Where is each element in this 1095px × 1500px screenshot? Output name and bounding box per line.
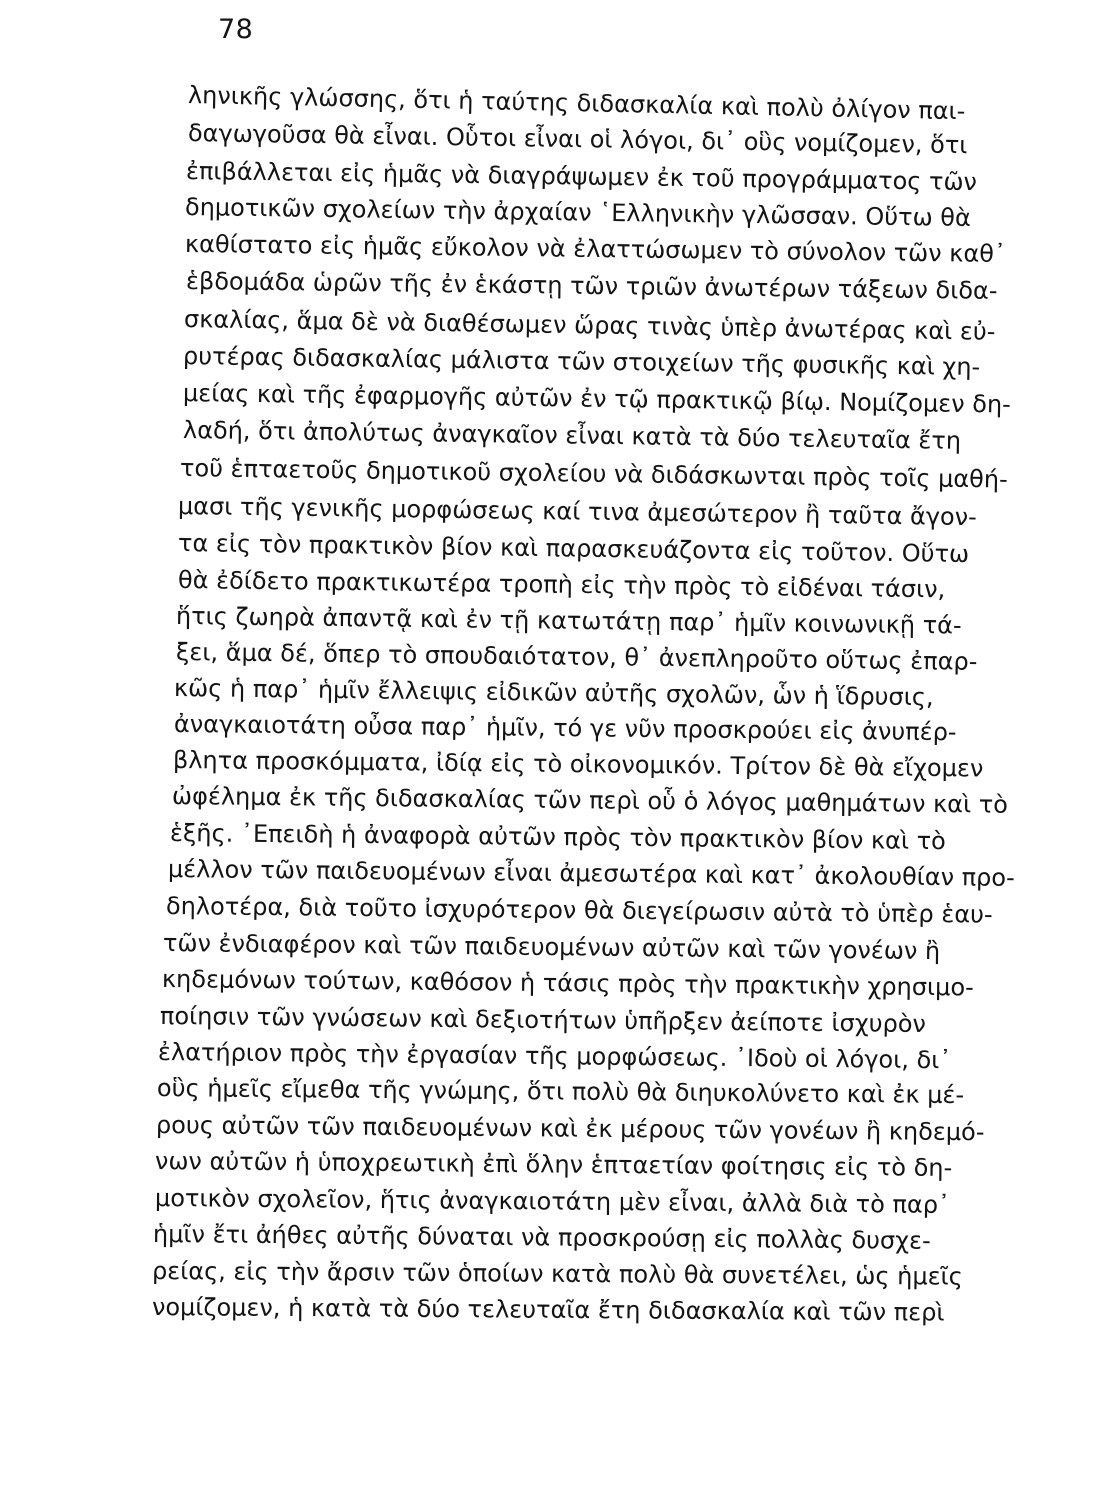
text-line: μείας καὶ τῆς ἐφαρμογῆς αὐτῶν ἐν τῷ πρακτικῷ βίῳ. Νομίζομεν δη- [182,379,1012,419]
text-line: μέλλον τῶν παιδευομένων εἶναι ἀμεσωτέρα καὶ κατ᾽ ἀκολουθίαν προ- [167,855,1015,892]
text-line: δαγωγοῦσα θὰ εἶναι. Οὗτοι εἶναι οἱ λόγοι, δι᾽ οὓς νομίζομεν, ὅτι [187,119,968,160]
text-line: νων αὐτῶν ἡ ὑποχρεωτικὴ ἐπὶ ὅλην ἑπταετίαν φοίτησις εἰς τὸ δη- [154,1147,953,1182]
text-line: ἐπιβάλλεται εἰς ἡμᾶς νὰ διαγράψωμεν ἐκ τοῦ προγράμματος τῶν [185,157,978,197]
text-line: καθίστατο εἰς ἡμᾶς εὔκολον νὰ ἐλαττώσωμεν τὸ σύνολον τῶν καθ᾽ [184,230,1007,269]
text-line: ἥτις ζωηρὰ ἀπαντᾷ καὶ ἐν τῇ κατωτάτῃ παρ᾽ ἡμῖν κοινωνικῇ τά- [175,602,962,640]
text-line: ὠφέλημα ἐκ τῆς διδασκαλίας τῶν περὶ οὗ ὁ λόγος μαθημάτων καὶ τὸ [171,782,1009,819]
text-line: μοτικὸν σχολεῖον, ἥτις ἀναγκαιοτάτη μὲν εἶναι, ἀλλὰ διὰ τὸ παρ᾽ [154,1184,951,1219]
text-line: ρείας, εἰς τὴν ἄρσιν τῶν ὁποίων κατὰ πολὺ θὰ συνετέλει, ὡς ἡμεῖς [151,1257,963,1291]
text-line: ἑξῆς. ᾿Επειδὴ ἡ ἀναφορὰ αὐτῶν πρὸς τὸν πρακτικὸν βίον καὶ τὸ [169,819,946,856]
text-line: κηδεμόνων τούτων, καθόσον ἡ τάσις πρὸς τὴν πρακτικὴν χρησιμο- [161,965,974,1002]
text-line: σκαλίας, ἅμα δὲ νὰ διαθέσωμεν ὥρας τινὰς ὑπὲρ ἀνωτέρας καὶ εὐ- [183,305,996,346]
text-line: οὓς ἡμεῖς εἴμεθα τῆς γνώμης, ὅτι πολὺ θὰ διηυκολύνετο καὶ ἐκ μέ- [156,1074,965,1110]
text-line: δημοτικῶν σχολείων τὴν ἀρχαίαν ῾Ελληνικὴν γλῶσσαν. Οὕτω θὰ [184,193,971,232]
text-line: δηλοτέρα, διὰ τοῦτο ἰσχυρότερον θὰ διεγείρωσιν αὐτὰ τὸ ὑπὲρ ἑαυ- [165,892,993,929]
text-line: τοῦ ἑπταετοῦς δημοτικοῦ σχολείου νὰ διδάσκωνται πρὸς τοῖς μαθή- [179,454,1008,494]
text-line: τῶν ἐνδιαφέρον καὶ τῶν παιδευομένων αὐτῶν καὶ τῶν γονέων ἢ [162,929,941,966]
text-line: ἑβδομάδα ὡρῶν τῆς ἐν ἑκάστῃ τῶν τριῶν ἀνωτέρων τάξεων διδα- [185,267,998,305]
text-line: μασι τῆς γενικῆς μορφώσεως καί τινα ἀμεσώτερον ἢ ταῦτα ἄγον- [177,492,977,532]
text-line: ἀναγκαιοτάτη οὖσα παρ᾽ ἡμῖν, τό γε νῦν προσκρούει εἰς ἀνυπέρ- [173,710,957,747]
text-line: βλητα προσκόμματα, ἰδίᾳ εἰς τὸ οἰκονομικόν. Τρίτον δὲ θὰ εἴχομεν [172,746,984,783]
page-number: 78 [218,14,254,45]
text-line: τα εἰς τὸν πρακτικὸν βίον καὶ παρασκευάζοντα εἰς τοῦτον. Οὕτω [177,529,970,569]
text-line: ξει, ἅμα δέ, ὅπερ τὸ σπουδαιότατον, θ᾽ ἀνεπληροῦτο οὕτως ἐπαρ- [175,638,978,676]
text-line: θὰ ἐδίδετο πρακτικωτέρα τροπὴ εἰς τὴν πρὸς τὸ εἰδέναι τάσιν, [177,566,946,604]
text-line: νομίζομεν, ἡ κατὰ τὰ δύο τελευταῖα ἔτη διδασκαλία καὶ τῶν περὶ [151,1293,945,1327]
text-line: ἐλατήριον πρὸς τὴν ἐργασίαν τῆς μορφώσεως. ᾿Ιδοὺ οἱ λόγοι, δι᾽ [157,1038,952,1075]
text-line: ληνικῆς γλώσσης, ὅτι ἡ ταύτης διδασκαλία καὶ πολὺ ὀλίγον παι- [187,81,966,126]
text-line: ἡμῖν ἔτι ἀήθες αὐτῆς δύναται νὰ προσκρούσῃ εἰς πολλὰς δυσχε- [152,1220,931,1255]
text-line: ποίησιν τῶν γνώσεων καὶ δεξιοτήτων ὑπῆρξεν ἀείποτε ἰσχυρὸν [159,1002,927,1039]
text-line: λαδή, ὅτι ἀπολύτως ἀναγκαῖον εἶναι κατὰ τὰ δύο τελευταῖα ἔτη [182,416,962,455]
text-line: ρυτέρας διδασκαλίας μάλιστα τῶν στοιχείων τῆς φυσικῆς καὶ χη- [182,342,981,382]
text-line: ρους αὐτῶν τῶν παιδευομένων καὶ ἐκ μέρους τῶν γονέων ἢ κηδεμό- [155,1111,985,1147]
text-line: κῶς ἡ παρ᾽ ἡμῖν ἔλλειψις εἰδικῶν αὐτῆς σχολῶν, ὧν ἡ ἵδρυσις, [173,674,934,712]
